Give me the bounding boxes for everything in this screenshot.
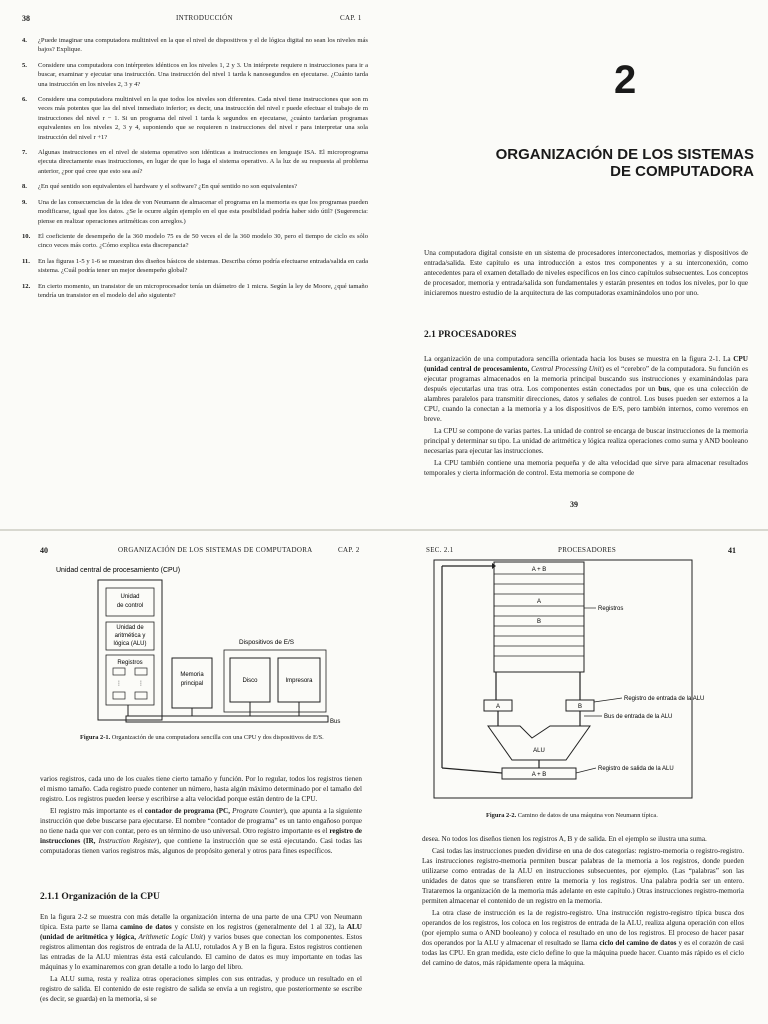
return-bus (442, 768, 502, 773)
exercise-item (22, 232, 368, 251)
register-label: A + B (531, 567, 547, 573)
exercise-item (22, 95, 368, 142)
exercise-item (22, 282, 368, 301)
body-text (424, 354, 748, 480)
printer-label: Impresora (285, 678, 313, 684)
page-number: 41 (728, 546, 736, 555)
alu-label: lógica (ALU) (113, 641, 147, 647)
exercise-text: Algunas instrucciones en el nivel de sistema operativo son idénticas a instrucciones en lenguaje ISA. El microprograma ejecuta directamente esas instrucciones, en lugar de que lo haga el sistema operativo. A la luz de su respuesta al problema anterior, ¿por qué cree que esto sea así? (38, 149, 368, 175)
alu-shape (488, 726, 590, 760)
exercise-number: 9. (22, 198, 27, 206)
exercise-list (22, 36, 368, 306)
control-unit-label: Unidad (120, 594, 140, 600)
paragraph: desea. No todos los diseños tienen los registros A, B y de salida. En el ejemplo se ilustra una suma. (422, 835, 707, 843)
exercise-text: ¿En qué sentido son equivalentes el hardware y el software? ¿En qué sentido no son equivalentes? (38, 183, 298, 191)
paragraph: varios registros, cada uno de los cuales tiene cierto tamaño y función. Por lo regular, todos los registros tienen el mismo tamaño. Cada registro puede contener un número, hasta algún máximo determinado por el tamaño del registro. Los registros pueden leerse y escribirse a alta velocidad porque están dentro de la CPU. (40, 775, 362, 803)
register-label: A (536, 599, 542, 605)
paragraph: La organización de una computadora sencilla orientada hacia los buses se muestra en la figura 2-1. La CPU (unidad central de procesamiento, Central Processing Unit) es el “cerebro” de la computadora. Su función es ejecutar programas almacenados en la memoria principal buscando sus instrucciones y examinándolas para después ejecutarlas una tras otra. Los componentes están conectados por un bus, que es una colección de alambres paralelos para transmitir direcciones, datos y señales de control. Los buses pueden ser externos a la CPU, cuando la conectan a la memoria y a los dispositivos de E/S, pero también internos, como veremos en breve. (424, 355, 749, 423)
chapter-title (464, 146, 754, 180)
exercise-text: En cierto momento, un transistor de un microprocesador tenía un diámetro de 1 micra. Según la ley de Moore, ¿qué tamaño tendría un transistor en el modelo del año siguiente? (38, 282, 368, 299)
alu-output-register-callout: Registro de salida de la ALU (598, 766, 674, 772)
exercise-number: 8. (22, 183, 27, 191)
alu-input-bus-callout: Bus de entrada de la ALU (604, 714, 673, 720)
running-head: INTRODUCCIÓN (176, 14, 233, 22)
exercise-text: En las figuras 1-5 y 1-6 se muestran dos diseños básicos de sistemas. Describa cómo podría efectuarse entrada/salida en cada sistema. ¿Cuál podría tener un mejor desempeño global? (38, 257, 368, 275)
figure-caption: Figura 2-2. Camino de datos de una máquina von Neumann típica. (486, 812, 658, 819)
running-head: ORGANIZACIÓN DE LOS SISTEMAS DE COMPUTADORA (118, 546, 313, 554)
exercise-text: Considere una computadora con intérpretes idénticos en los niveles 1, 2 y 3. Un intérprete requiere n instrucciones para ir a buscar, examinar y ejecutar una instrucción. Una instrucción del nivel 1 tarda k nanosegundos en ejecutarse. ¿Cuánto tarda una instrucción en los niveles 2, 3 y 4? (38, 61, 368, 88)
intro-paragraph: Una computadora digital consiste en un sistema de procesadores interconectados, memorias y dispositivos de entrada/salida. Este capítulo es una introducción a estos tres componentes y a su interconexión, como antecedentes para el examen detallado de niveles específicos en los cinco capítulos subsecuentes. Los conceptos de procesador, memoria y entrada/salida son fundamentales y estarán presentes en todos los niveles, por lo que iniciaremos nuestro estudio de la arquitectura de las computadoras examinándolos uno por uno. (424, 249, 748, 297)
chapter-intro (424, 248, 748, 300)
section-tag: SEC. 2.1 (426, 546, 454, 554)
exercise-item (22, 148, 368, 176)
control-unit-box (106, 588, 154, 616)
leader-line (576, 768, 596, 773)
exercise-item (22, 198, 368, 226)
exercise-number: 12. (22, 282, 31, 290)
chapter-tag: CAP. 1 (340, 14, 362, 22)
exercise-number: 6. (22, 96, 27, 104)
exercise-number: 11. (22, 257, 30, 265)
alu-input-register-callout: Registro de entrada de la ALU (624, 696, 705, 702)
page-40 (0, 530, 384, 1024)
paragraph: La CPU se compone de varias partes. La unidad de control se encarga de buscar instrucciones de la memoria principal y determinar su tipo. La unidad de aritmética y lógica realiza operaciones como suma y AND booleano necesarias para ejecutar las instrucciones. (424, 427, 748, 455)
chapter-title-line: DE COMPUTADORA (610, 163, 754, 180)
exercise-number: 10. (22, 232, 31, 240)
paragraph: La CPU también contiene una memoria pequeña y de alta velocidad que sirve para almacenar resultados temporales y cierta información de control. Esta memoria se compone de (424, 459, 748, 477)
figure-2-2 (384, 530, 768, 802)
page-41 (384, 530, 768, 1024)
exercise-text: El coeficiente de desempeño de la 360 modelo 75 es de 50 veces el de la 360 modelo 30, pero el tiempo de ciclo es sólo cinco veces más corto. ¿Cómo explica esta discrepancia? (38, 232, 368, 250)
exercise-text: Una de las consecuencias de la idea de von Neumann de almacenar el programa en la memoria es que los programas pueden modificarse, igual que los datos. ¿Se le ocurre algún ejemplo en el que esta posibilidad podría haber sido útil? (Sugerencia: piense en realizar operaciones aritméticas con arreglos.) (38, 198, 368, 225)
chapter-number: 2 (614, 58, 637, 102)
bus-gap (482, 668, 588, 672)
chapter-title-line: ORGANIZACIÓN DE LOS SISTEMAS (495, 146, 754, 163)
alu-output-label: A + B (531, 772, 547, 778)
subsection-heading: 2.1.1 Organización de la CPU (40, 892, 160, 902)
alu-label: aritmética y (114, 633, 146, 639)
register-cell (135, 692, 147, 699)
ellipsis-dots: ⋮ (138, 681, 144, 687)
running-head: PROCESADORES (558, 546, 617, 554)
page-number: 39 (570, 500, 578, 509)
exercise-number: 5. (22, 61, 27, 69)
register-cell (113, 668, 125, 675)
exercise-item (22, 61, 368, 89)
page-38 (0, 0, 384, 530)
figure-caption: Figura 2-1. Organización de una computadora sencilla con una CPU y dos dispositivos de E/S. (80, 734, 324, 741)
registers-callout: Registros (598, 606, 624, 612)
cpu-label: Unidad central de procesamiento (CPU) (56, 567, 181, 574)
register-cell (135, 668, 147, 675)
datapath-frame (434, 560, 692, 798)
register-label: B (536, 619, 542, 625)
register-file (494, 562, 584, 672)
control-unit-label: de control (116, 603, 144, 609)
body-text (40, 912, 362, 1006)
paragraph: Casi todas las instrucciones pueden dividirse en una de dos categorías: registro-memoria o registro-registro. Las instrucciones registro-memoria permiten buscar palabras de la memoria a los registros, donde pueden utilizarse como entradas de la ALU en instrucciones subsecuentes, por ejemplo. (Las “palabras” son las unidades de datos que se transfieren entre la memoria y los registros. Una palabra podría ser un entero. Trataremos la organización de la memoria más adelante en este capítulo.) Otras instrucciones registro-memoria permiten almacenar el contenido de un registro en la memoria. (422, 847, 744, 905)
main-memory-label: Memoria (180, 672, 204, 678)
body-text (40, 774, 362, 858)
exercise-item (22, 36, 368, 55)
spread-divider (0, 529, 768, 531)
paragraph: La ALU suma, resta y realiza otras operaciones simples con sus entradas, y produce un resultado en el registro de salida. El contenido de este registro de salida se envía a un registro, que posteriormente se escribe (es decir, se guarda) en la memoria, si se (40, 975, 362, 1003)
alu-input-b-label: B (577, 704, 583, 710)
disk-label: Disco (242, 678, 258, 684)
leader-line (594, 698, 622, 702)
page-number: 38 (22, 14, 30, 23)
exercise-text: ¿Puede imaginar una computadora multinivel en la que el nivel de dispositivos y el de lógica digital no sean los niveles más bajos? Explique. (38, 37, 368, 54)
figure-2-1 (0, 530, 384, 730)
exercise-item (22, 257, 368, 276)
exercise-number: 4. (22, 37, 27, 44)
alu-label: ALU (533, 748, 545, 754)
alu-input-a-label: A (495, 704, 501, 710)
section-heading: 2.1 PROCESADORES (424, 330, 517, 340)
io-devices-label: Dispositivos de E/S (239, 639, 295, 646)
body-text (422, 834, 744, 970)
exercise-item (22, 182, 368, 191)
paragraph: La otra clase de instrucción es la de registro-registro. Una instrucción registro-registro típica busca dos operandos de los registros, los coloca en los registros de entrada de la ALU, realiza alguna operación con ellos (por ejemplo suma o AND booleano) y coloca el resultado en uno de los registros. El proceso de hacer pasar dos operandos por la ALU y almacenar el resultado se llama ciclo del camino de datos y es el corazón de casi todas las CPU. En gran medida, este ciclo define lo que la máquina puede hacer. Cuanto más rápido es el ciclo del camino de datos, más rápidamente opera la máquina. (422, 909, 744, 967)
main-memory-label: principal (180, 681, 204, 687)
register-cell (113, 692, 125, 699)
exercise-number: 7. (22, 149, 27, 157)
page-39 (384, 0, 768, 530)
paragraph: El registro más importante es el contador de programa (PC, Program Counter), que apunta a la siguiente instrucción que debe buscarse para ejecutarse. El nombre “contador de programa” es un tanto engañoso porque no tiene nada que ver con contar, pero es un término de uso universal. Otro registro importante es el registro de instrucciones (IR, Instruction Register), que contiene la instrucción que se está ejecutando. Casi todas las computadoras tienen varios registros más, algunos de propósito general y otros para fines específicos. (40, 807, 363, 855)
ellipsis-dots: ⋮ (116, 681, 122, 687)
bus-label: Bus (330, 719, 341, 725)
bus-bar (126, 716, 328, 722)
chapter-tag: CAP. 2 (338, 546, 360, 554)
paragraph: En la figura 2-2 se muestra con más detalle la organización interna de una parte de una CPU von Neumann típica. Esta parte se llama camino de datos y consiste en los registros (generalmente del 1 al 32), la ALU (unidad de aritmética y lógica, Arithmetic Logic Unit) y varios buses que conectan los componentes. Estos registros alimentan dos registros de entrada de la ALU, rotulados A y B en la figura. Estos registros contienen las entradas de la ALU mientras ésta está calculando. El camino de datos es muy importante en todas las máquinas y lo examinaremos con gran detalle a todo lo largo del libro. (40, 913, 363, 971)
page-number: 40 (40, 546, 48, 555)
exercise-text: Considere una computadora multinivel en la que todos los niveles son diferentes. Cada nivel tiene instrucciones que son m veces más potentes que las del nivel inmediato inferior; es decir, una instrucción del nivel r puede efectuar el trabajo de m instrucciones del nivel r − 1. Si un programa del nivel 1 tarda k segundos en ejecutarse, ¿cuánto tardarían programas equivalentes en los niveles 2, 3 y 4, suponiendo que se requieren n instrucciones del nivel r para interpretar una sola instrucción del nivel r +1? (38, 96, 368, 141)
registers-label: Registros (117, 660, 143, 666)
alu-label: Unidad de (116, 625, 144, 631)
